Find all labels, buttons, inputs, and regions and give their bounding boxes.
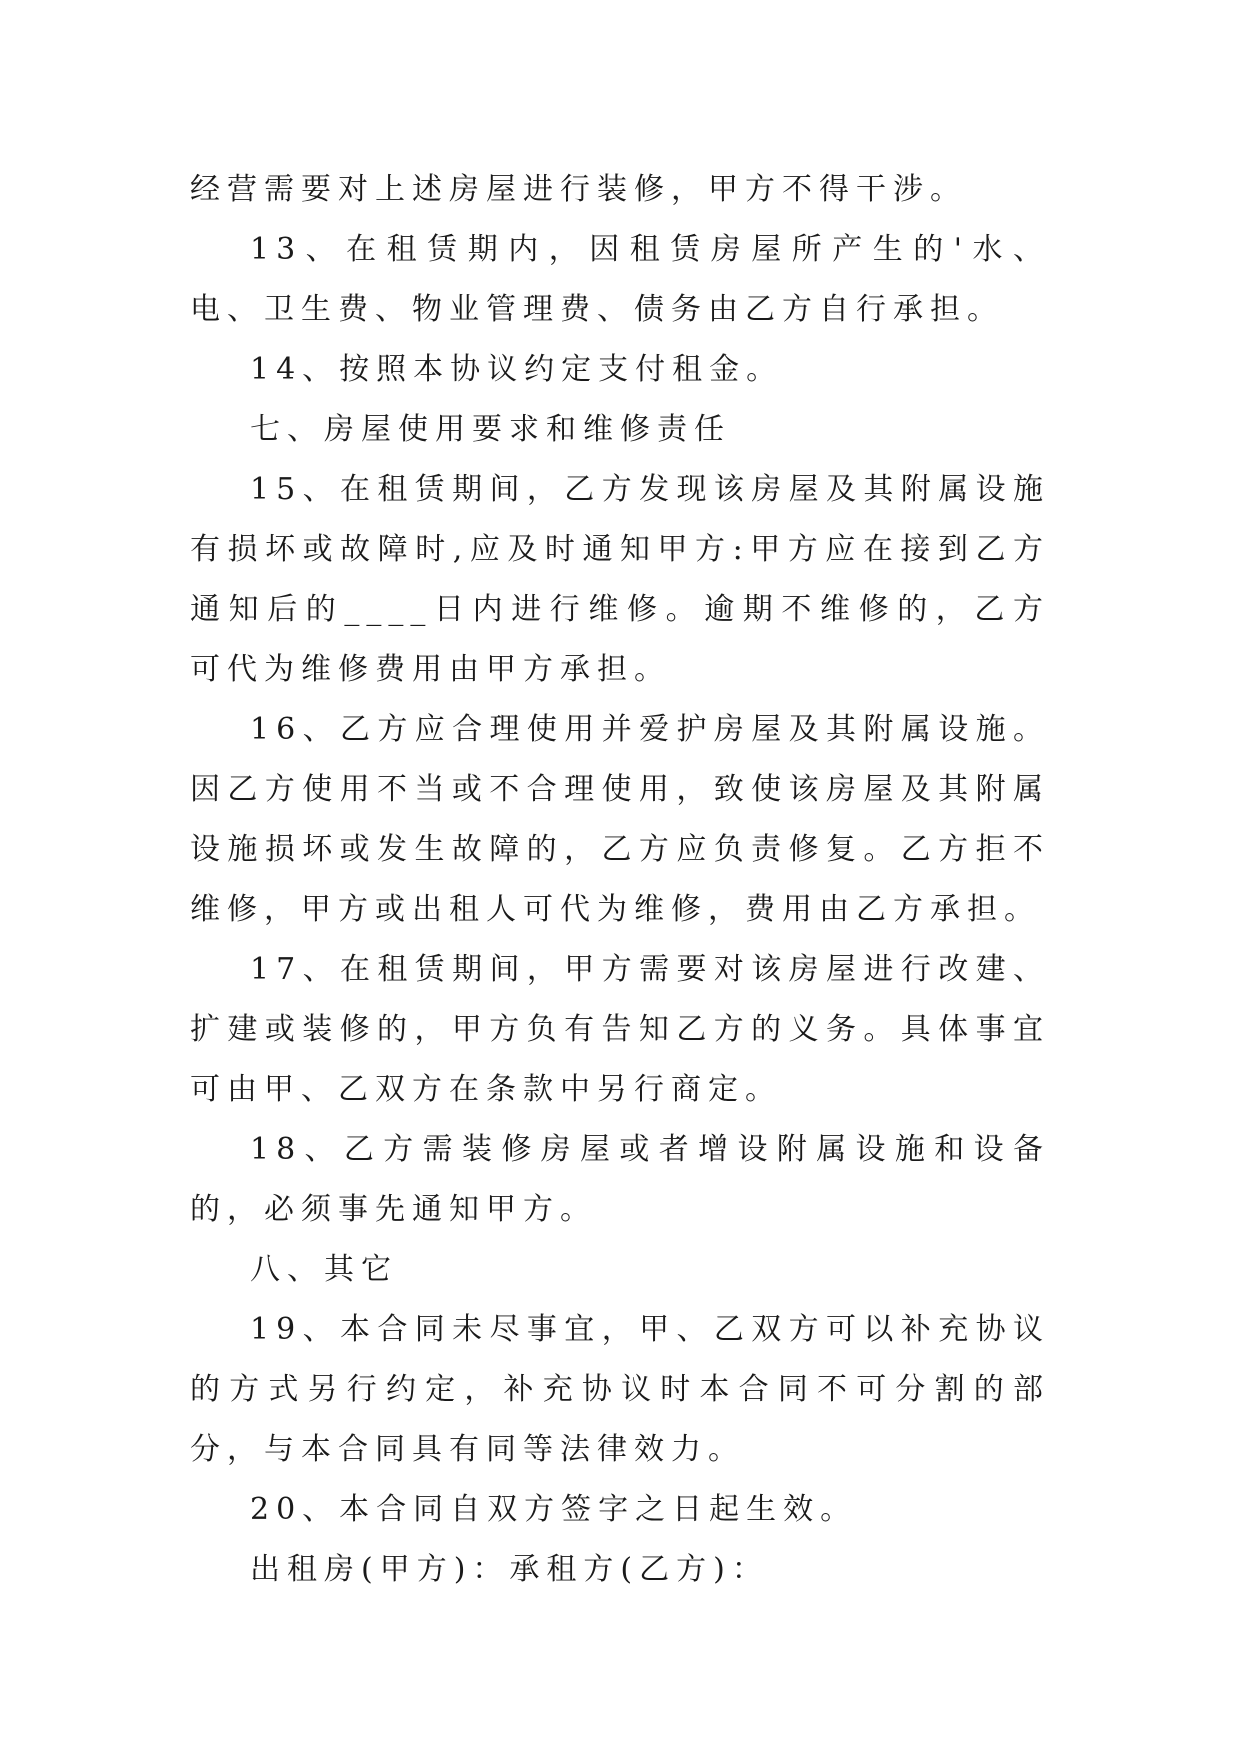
section-heading-8: 八、其它	[250, 1252, 398, 1287]
clause-14: 14、按照本协议约定支付租金。	[250, 352, 784, 387]
section-heading-7: 七、房屋使用要求和维修责任	[250, 412, 731, 447]
clause-18: 18、乙方需装修房屋或者增设附属设施和设备的，必须事先通知甲方。	[190, 1132, 1050, 1227]
clause-19: 19、本合同未尽事宜，甲、乙双方可以补充协议的方式另行约定，补充协议时本合同不可分割的部分，与本合同具有同等法律效力。	[190, 1312, 1050, 1467]
clause-17: 17、在租赁期间，甲方需要对该房屋进行改建、扩建或装修的，甲方负有告知乙方的义务。具体事宜可由甲、乙双方在条款中另行商定。	[190, 952, 1050, 1107]
clause-15: 15、在租赁期间，乙方发现该房屋及其附属设施有损坏或故障时,应及时通知甲方:甲方应在接到乙方通知后的____日内进行维修。逾期不维修的，乙方可代为维修费用由甲方承担。	[190, 472, 1050, 687]
clause-13: 13、在租赁期内，因租赁房屋所产生的'水、电、卫生费、物业管理费、债务由乙方自行承担。	[190, 232, 1050, 327]
paragraph-continuation: 经营需要对上述房屋进行装修，甲方不得干涉。	[190, 172, 967, 207]
signature-line: 出租房(甲方)：承租方(乙方)：	[250, 1552, 769, 1587]
document-body	[190, 160, 1050, 1600]
clause-20: 20、本合同自双方签字之日起生效。	[250, 1492, 858, 1527]
clause-16: 16、乙方应合理使用并爱护房屋及其附属设施。因乙方使用不当或不合理使用，致使该房屋及其附属设施损坏或发生故障的，乙方应负责修复。乙方拒不维修，甲方或出租人可代为维修，费用由乙方承担。	[190, 712, 1050, 927]
